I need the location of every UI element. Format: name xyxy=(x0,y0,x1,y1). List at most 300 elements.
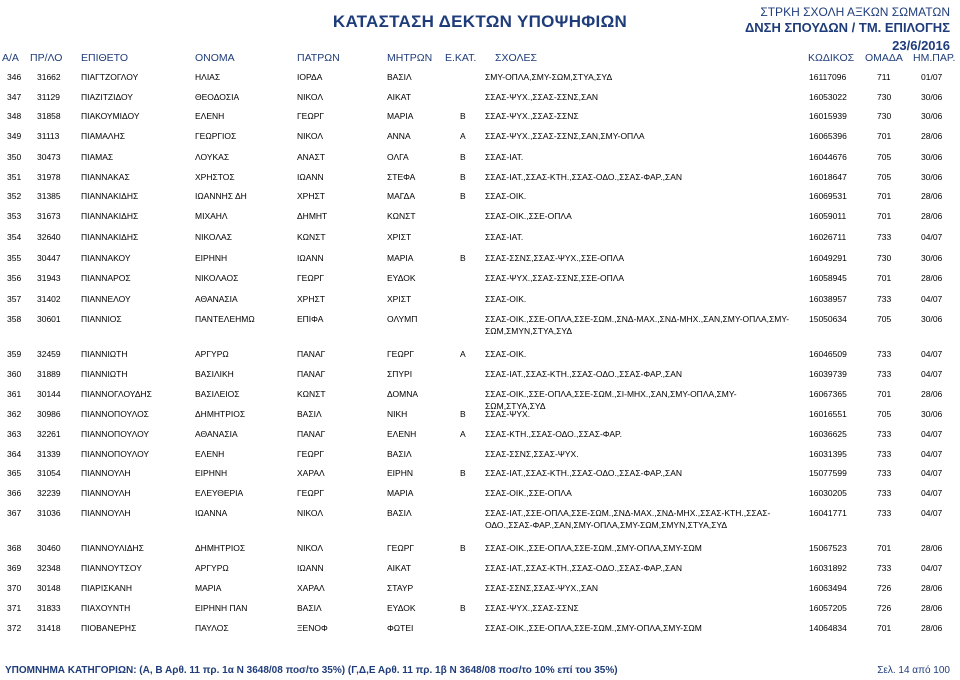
cell-pr: 30460 xyxy=(37,543,61,553)
cell-om: 701 xyxy=(877,211,892,221)
cell-ek: Β xyxy=(460,152,466,162)
cell-sx: ΣΣΑΣ-ΣΣΝΣ,ΣΣΑΣ-ΨΥΧ. xyxy=(485,449,579,459)
cell-mi: ΓΕΩΡΓ xyxy=(387,349,415,359)
cell-im: 28/06 xyxy=(921,389,943,399)
cell-om: 705 xyxy=(877,152,892,162)
col-mother: ΜΗΤΡΩΝ xyxy=(387,52,433,64)
cell-sx: ΣΣΑΣ-ΟΙΚ.,ΣΣΕ-ΟΠΛΑ xyxy=(485,488,572,498)
cell-aa: 363 xyxy=(7,429,22,439)
col-code: ΚΩΔΙΚΟΣ xyxy=(808,52,855,64)
cell-pa: ΠΑΝΑΓ xyxy=(297,369,326,379)
cell-ep: ΠΙΑΝΝΑΚΟΥ xyxy=(81,253,131,263)
cell-sx: ΣΣΑΣ-ΨΥΧ.,ΣΣΑΣ-ΣΣΝΣ,ΣΑΝ xyxy=(485,92,599,102)
cell-kod: 16031892 xyxy=(809,563,847,573)
cell-ep: ΠΙΑΝΝΟΥΛΗ xyxy=(81,468,131,478)
cell-on: ΕΙΡΗΝΗ xyxy=(195,253,228,263)
cell-im: 30/06 xyxy=(921,111,943,121)
cell-pa: ΠΑΝΑΓ xyxy=(297,349,326,359)
cell-sx: ΣΣΑΣ-ΟΙΚ. xyxy=(485,294,527,304)
cell-om: 701 xyxy=(877,191,892,201)
cell-pr: 31833 xyxy=(37,603,61,613)
cell-aa: 352 xyxy=(7,191,22,201)
cell-om: 733 xyxy=(877,508,892,518)
col-date: ΗΜ.ΠΑΡ. xyxy=(913,52,956,64)
cell-on: ΙΩΑΝΝΑ xyxy=(195,508,228,518)
cell-kod: 16044676 xyxy=(809,152,847,162)
cell-sx: ΣΣΑΣ-ΙΑΤ.,ΣΣΑΣ-ΚΤΗ.,ΣΣΑΣ-ΟΔΟ.,ΣΣΑΣ-ΦΑΡ.,ΣΑΝ xyxy=(485,369,682,379)
cell-pr: 32640 xyxy=(37,232,61,242)
header-school: ΣΤΡΚΗ ΣΧΟΛΗ ΑΞΚΩΝ ΣΩΜΑΤΩΝ xyxy=(760,5,950,19)
cell-mi: ΜΑΡΙΑ xyxy=(387,111,414,121)
cell-kod: 16039739 xyxy=(809,369,847,379)
col-group: ΟΜΑΔΑ xyxy=(865,52,903,64)
cell-ep: ΠΙΑΝΝΟΥΛΗ xyxy=(81,508,131,518)
cell-pr: 31673 xyxy=(37,211,61,221)
cell-kod: 16063494 xyxy=(809,583,847,593)
cell-om: 705 xyxy=(877,314,892,324)
cell-om: 733 xyxy=(877,369,892,379)
cell-pa: ΝΙΚΟΛ xyxy=(297,92,324,102)
cell-pa: ΚΩΝΣΤ xyxy=(297,232,326,242)
cell-kod: 16049291 xyxy=(809,253,847,263)
cell-im: 28/06 xyxy=(921,131,943,141)
cell-ep: ΠΙΑΝΝΟΓΛΟΥΔΗΣ xyxy=(81,389,152,399)
cell-ep: ΠΙΑΝΝΟΥΛΗ xyxy=(81,488,131,498)
cell-aa: 353 xyxy=(7,211,22,221)
cell-om: 705 xyxy=(877,409,892,419)
cell-aa: 367 xyxy=(7,508,22,518)
cell-on: ΝΙΚΟΛΑΟΣ xyxy=(195,273,239,283)
cell-im: 04/07 xyxy=(921,449,943,459)
cell-im: 04/07 xyxy=(921,563,943,573)
cell-im: 04/07 xyxy=(921,429,943,439)
cell-mi: ΒΑΣΙΛ xyxy=(387,508,412,518)
cell-on: ΑΡΓΥΡΩ xyxy=(195,563,229,573)
cell-on: ΜΑΡΙΑ xyxy=(195,583,222,593)
cell-kod: 16026711 xyxy=(809,232,847,242)
cell-im: 04/07 xyxy=(921,488,943,498)
cell-on: ΜΙΧΑΗΛ xyxy=(195,211,228,221)
cell-aa: 358 xyxy=(7,314,22,324)
cell-pr: 31339 xyxy=(37,449,61,459)
cell-ek: Β xyxy=(460,191,466,201)
cell-aa: 346 xyxy=(7,72,22,82)
table-header xyxy=(0,52,960,66)
cell-ek: Β xyxy=(460,409,466,419)
cell-pr: 32459 xyxy=(37,349,61,359)
cell-sx: ΣΣΑΣ-ΨΥΧ. xyxy=(485,409,531,419)
cell-aa: 368 xyxy=(7,543,22,553)
cell-ek: Β xyxy=(460,603,466,613)
cell-om: 701 xyxy=(877,273,892,283)
cell-aa: 351 xyxy=(7,172,22,182)
cell-pr: 30473 xyxy=(37,152,61,162)
header-department: ΔΝΣΗ ΣΠΟΥΔΩΝ / ΤΜ. ΕΠΙΛΟΓΗΣ xyxy=(744,20,950,35)
cell-mi: ΝΙΚΗ xyxy=(387,409,408,419)
cell-sx: ΣΣΑΣ-ΨΥΧ.,ΣΣΑΣ-ΣΣΝΣ,ΣΑΝ,ΣΜΥ-ΟΠΛΑ xyxy=(485,131,645,141)
col-surname: ΕΠΙΘΕΤΟ xyxy=(81,52,129,64)
cell-pr: 32348 xyxy=(37,563,61,573)
cell-pa: ΕΠΙΦΑ xyxy=(297,314,324,324)
cell-kod: 16036625 xyxy=(809,429,847,439)
col-protocol: ΠΡ/ΛΟ xyxy=(30,52,63,64)
cell-pr: 32239 xyxy=(37,488,61,498)
cell-om: 730 xyxy=(877,111,892,121)
cell-pa: ΞΕΝΟΦ xyxy=(297,623,328,633)
cell-on: ΙΩΑΝΝΗΣ ΔΗ xyxy=(195,191,247,201)
cell-mi: ΜΑΡΙΑ xyxy=(387,488,414,498)
cell-om: 711 xyxy=(877,72,891,82)
cell-pr: 31054 xyxy=(37,468,61,478)
cell-sx: ΣΣΑΣ-ΨΥΧ.,ΣΣΑΣ-ΣΣΝΣ xyxy=(485,111,579,121)
cell-ep: ΠΙΑΜΑΣ xyxy=(81,152,114,162)
cell-sx: ΣΣΑΣ-ΨΥΧ.,ΣΣΑΣ-ΣΣΝΣ xyxy=(485,603,579,613)
cell-aa: 348 xyxy=(7,111,22,121)
cell-sx: ΣΣΑΣ-ΙΑΤ.,ΣΣΑΣ-ΚΤΗ.,ΣΣΑΣ-ΟΔΟ.,ΣΣΑΣ-ΦΑΡ.,ΣΑΝ xyxy=(485,172,682,182)
cell-kod: 16057205 xyxy=(809,603,847,613)
cell-pa: ΧΑΡΑΛ xyxy=(297,583,325,593)
cell-mi: ΒΑΣΙΛ xyxy=(387,72,412,82)
cell-ep: ΠΙΑΝΝΑΚΙΔΗΣ xyxy=(81,232,139,242)
cell-mi: ΜΑΓΔΑ xyxy=(387,191,415,201)
cell-kod: 15067523 xyxy=(809,543,847,553)
cell-mi: ΟΛΥΜΠ xyxy=(387,314,418,324)
cell-pr: 31402 xyxy=(37,294,61,304)
cell-sx: ΣΣΑΣ-ΟΙΚ.,ΣΣΕ-ΟΠΛΑ,ΣΣΕ-ΣΩΜ.,ΣΙ-ΜΗΧ.,ΣΑΝ,ΣΜΥ-ΟΠΛΑ,ΣΜΥ-ΣΩΜ,ΣΤΥΑ,ΣΥΔ xyxy=(485,389,737,411)
cell-mi: ΦΩΤΕΙ xyxy=(387,623,414,633)
cell-ep: ΠΙΑΝΝΙΩΤΗ xyxy=(81,349,128,359)
cell-om: 730 xyxy=(877,253,892,263)
cell-kod: 16065396 xyxy=(809,131,847,141)
cell-pr: 30447 xyxy=(37,253,61,263)
cell-pr: 32261 xyxy=(37,429,61,439)
cell-kod: 15050634 xyxy=(809,314,847,324)
cell-im: 04/07 xyxy=(921,508,943,518)
cell-kod: 16046509 xyxy=(809,349,847,359)
cell-pa: ΧΑΡΑΛ xyxy=(297,468,325,478)
cell-kod: 16053022 xyxy=(809,92,847,102)
cell-ep: ΠΙΑΝΝΙΩΤΗ xyxy=(81,369,128,379)
cell-ek: Β xyxy=(460,253,466,263)
cell-mi: ΕΥΔΟΚ xyxy=(387,273,416,283)
cell-pa: ΓΕΩΡΓ xyxy=(297,488,325,498)
cell-mi: ΜΑΡΙΑ xyxy=(387,253,414,263)
page-title: ΚΑΤΑΣΤΑΣΗ ΔΕΚΤΩΝ ΥΠΟΨΗΦΙΩΝ xyxy=(332,12,628,31)
cell-om: 701 xyxy=(877,543,892,553)
category-legend: ΥΠΟΜΝΗΜΑ ΚΑΤΗΓΟΡΙΩΝ: (Α, Β Αρθ. 11 πρ. 1α Ν 3648/08 ποσ/το 35%) (Γ,Δ,Ε Αρθ. 11 πρ. 1β Ν 3648/08 ποσ/το 10% επί του 35%) xyxy=(5,665,618,676)
cell-pa: ΙΩΑΝΝ xyxy=(297,172,324,182)
cell-pr: 30148 xyxy=(37,583,61,593)
cell-aa: 355 xyxy=(7,253,22,263)
cell-mi: ΑΙΚΑΤ xyxy=(387,92,411,102)
cell-ep: ΠΙΑΝΝΑΚΙΔΗΣ xyxy=(81,211,139,221)
cell-ep: ΠΙΑΚΟΥΜΙΔΟΥ xyxy=(81,111,140,121)
cell-mi: ΧΡΙΣΤ xyxy=(387,294,412,304)
cell-mi: ΒΑΣΙΛ xyxy=(387,449,412,459)
cell-pr: 30601 xyxy=(37,314,61,324)
cell-ep: ΠΙΑΓΤΖΟΓΛΟΥ xyxy=(81,72,139,82)
cell-om: 733 xyxy=(877,563,892,573)
cell-on: ΑΡΓΥΡΩ xyxy=(195,349,229,359)
cell-aa: 366 xyxy=(7,488,22,498)
cell-kod: 16067365 xyxy=(809,389,847,399)
cell-om: 726 xyxy=(877,583,892,593)
cell-om: 733 xyxy=(877,232,892,242)
cell-pa: ΙΩΑΝΝ xyxy=(297,563,324,573)
cell-on: ΠΑΝΤΕΛΕΗΜΩ xyxy=(195,314,255,324)
cell-pr: 31943 xyxy=(37,273,61,283)
cell-kod: 16059011 xyxy=(809,211,847,221)
cell-kod: 16038957 xyxy=(809,294,847,304)
cell-kod: 16031395 xyxy=(809,449,847,459)
cell-sx: ΣΣΑΣ-ΟΙΚ.,ΣΣΕ-ΟΠΛΑ xyxy=(485,211,572,221)
cell-on: ΓΕΩΡΓΙΟΣ xyxy=(195,131,237,141)
cell-aa: 347 xyxy=(7,92,22,102)
cell-im: 04/07 xyxy=(921,294,943,304)
cell-aa: 360 xyxy=(7,369,22,379)
cell-kod: 16041771 xyxy=(809,508,847,518)
cell-sx: ΣΜΥ-ΟΠΛΑ,ΣΜΥ-ΣΩΜ,ΣΤΥΑ,ΣΥΔ xyxy=(485,72,613,82)
cell-im: 04/07 xyxy=(921,369,943,379)
cell-kod: 16016551 xyxy=(809,409,847,419)
cell-pr: 31858 xyxy=(37,111,61,121)
cell-sx: ΣΣΑΣ-ΙΑΤ. xyxy=(485,152,524,162)
cell-mi: ΕΙΡΗΝ xyxy=(387,468,413,478)
cell-pa: ΚΩΝΣΤ xyxy=(297,389,326,399)
cell-mi: ΓΕΩΡΓ xyxy=(387,543,415,553)
cell-mi: ΑΝΝΑ xyxy=(387,131,411,141)
cell-mi: ΕΥΔΟΚ xyxy=(387,603,416,613)
cell-om: 733 xyxy=(877,449,892,459)
cell-sx: ΣΣΑΣ-ΙΑΤ. xyxy=(485,232,524,242)
cell-ek: Α xyxy=(460,131,466,141)
cell-aa: 357 xyxy=(7,294,22,304)
cell-pa: ΝΙΚΟΛ xyxy=(297,131,324,141)
cell-sx: ΣΣΑΣ-ΙΑΤ.,ΣΣΕ-ΟΠΛΑ,ΣΣΕ-ΣΩΜ.,ΣΝΔ-ΜΑΧ.,ΣΝΔ-ΜΗΧ.,ΣΣΑΣ-ΚΤΗ.,ΣΣΑΣ-ΟΔΟ.,ΣΣΑΣ-ΦΑΡ.,ΣΑΝ,ΣΜΥ-ΟΠΛΑ,ΣΜΥ-ΣΩΜ,ΣΜΥΝ,ΣΤΥΑ,ΣΥΔ xyxy=(485,508,771,530)
cell-im: 30/06 xyxy=(921,314,943,324)
cell-im: 04/07 xyxy=(921,232,943,242)
cell-ep: ΠΙΑΝΝΑΚΑΣ xyxy=(81,172,130,182)
cell-aa: 371 xyxy=(7,603,22,613)
cell-sx: ΣΣΑΣ-ΨΥΧ.,ΣΣΑΣ-ΣΣΝΣ,ΣΣΕ-ΟΠΛΑ xyxy=(485,273,625,283)
cell-mi: ΣΤΕΦΑ xyxy=(387,172,416,182)
cell-sx: ΣΣΑΣ-ΣΣΝΣ,ΣΣΑΣ-ΨΥΧ.,ΣΣΕ-ΟΠΛΑ xyxy=(485,253,625,263)
cell-on: ΕΛΕΝΗ xyxy=(195,111,225,121)
cell-im: 28/06 xyxy=(921,191,943,201)
cell-kod: 16117096 xyxy=(809,72,847,82)
cell-ep: ΠΙΑΝΝΟΠΟΥΛΟΣ xyxy=(81,409,149,419)
cell-kod: 16058945 xyxy=(809,273,847,283)
cell-on: ΕΛΕΥΘΕΡΙΑ xyxy=(195,488,244,498)
col-category: Ε.ΚΑΤ. xyxy=(445,52,477,64)
cell-ep: ΠΙΟΒΑΝΕΡΗΣ xyxy=(81,623,137,633)
cell-im: 30/06 xyxy=(921,172,943,182)
cell-ek: Β xyxy=(460,172,466,182)
cell-pa: ΙΟΡΔΑ xyxy=(297,72,323,82)
cell-ek: Β xyxy=(460,111,466,121)
cell-om: 733 xyxy=(877,488,892,498)
cell-om: 701 xyxy=(877,131,892,141)
cell-sx: ΣΣΑΣ-ΣΣΝΣ,ΣΣΑΣ-ΨΥΧ.,ΣΑΝ xyxy=(485,583,599,593)
cell-pr: 30144 xyxy=(37,389,61,399)
cell-pr: 30986 xyxy=(37,409,61,419)
cell-sx: ΣΣΑΣ-ΟΙΚ. xyxy=(485,191,527,201)
cell-pr: 31889 xyxy=(37,369,61,379)
cell-ep: ΠΙΑΖΙΤΖΙΔΟΥ xyxy=(81,92,133,102)
col-father: ΠΑΤΡΩΝ xyxy=(297,52,340,64)
cell-ep: ΠΙΑΝΝΕΛΟΥ xyxy=(81,294,131,304)
cell-mi: ΔΟΜΝΑ xyxy=(387,389,418,399)
cell-pr: 31418 xyxy=(37,623,61,633)
cell-on: ΕΙΡΗΝΗ xyxy=(195,468,228,478)
cell-ek: Β xyxy=(460,468,466,478)
cell-aa: 372 xyxy=(7,623,22,633)
cell-mi: ΧΡΙΣΤ xyxy=(387,232,412,242)
cell-om: 701 xyxy=(877,623,892,633)
cell-mi: ΟΛΓΑ xyxy=(387,152,409,162)
cell-on: ΘΕΟΔΟΣΙΑ xyxy=(195,92,240,102)
cell-pa: ΓΕΩΡΓ xyxy=(297,449,325,459)
cell-ep: ΠΙΑΝΝΑΡΟΣ xyxy=(81,273,131,283)
cell-on: ΕΙΡΗΝΗ ΠΑΝ xyxy=(195,603,248,613)
cell-pr: 31129 xyxy=(37,92,61,102)
cell-sx: ΣΣΑΣ-ΟΙΚ.,ΣΣΕ-ΟΠΛΑ,ΣΣΕ-ΣΩΜ.,ΣΜΥ-ΟΠΛΑ,ΣΜΥ-ΣΩΜ xyxy=(485,623,702,633)
cell-im: 28/06 xyxy=(921,543,943,553)
cell-aa: 350 xyxy=(7,152,22,162)
cell-on: ΕΛΕΝΗ xyxy=(195,449,225,459)
cell-ek: Α xyxy=(460,429,466,439)
cell-mi: ΑΙΚΑΤ xyxy=(387,563,411,573)
cell-kod: 15077599 xyxy=(809,468,847,478)
cell-on: ΧΡΗΣΤΟΣ xyxy=(195,172,235,182)
cell-ep: ΠΙΑΝΝΟΠΟΥΛΟΥ xyxy=(81,429,150,439)
cell-om: 726 xyxy=(877,603,892,613)
cell-mi: ΕΛΕΝΗ xyxy=(387,429,417,439)
cell-om: 733 xyxy=(877,468,892,478)
cell-ep: ΠΙΑΝΝΟΥΤΣΟΥ xyxy=(81,563,142,573)
cell-aa: 369 xyxy=(7,563,22,573)
col-name: ΟΝΟΜΑ xyxy=(195,52,235,64)
cell-on: ΛΟΥΚΑΣ xyxy=(195,152,230,162)
cell-sx: ΣΣΑΣ-ΙΑΤ.,ΣΣΑΣ-ΚΤΗ.,ΣΣΑΣ-ΟΔΟ.,ΣΣΑΣ-ΦΑΡ.,ΣΑΝ xyxy=(485,468,682,478)
cell-pr: 31662 xyxy=(37,72,61,82)
cell-pa: ΧΡΗΣΤ xyxy=(297,294,325,304)
header-date: 23/6/2016 xyxy=(892,38,950,53)
cell-ep: ΠΙΑΝΝΙΟΣ xyxy=(81,314,122,324)
cell-aa: 356 xyxy=(7,273,22,283)
cell-im: 04/07 xyxy=(921,468,943,478)
cell-im: 28/06 xyxy=(921,603,943,613)
cell-sx: ΣΣΑΣ-ΟΙΚ. xyxy=(485,349,527,359)
cell-pr: 31385 xyxy=(37,191,61,201)
cell-kod: 14064834 xyxy=(809,623,847,633)
cell-pa: ΒΑΣΙΛ xyxy=(297,409,322,419)
cell-pr: 31036 xyxy=(37,508,61,518)
cell-sx: ΣΣΑΣ-ΚΤΗ.,ΣΣΑΣ-ΟΔΟ.,ΣΣΑΣ-ΦΑΡ. xyxy=(485,429,622,439)
cell-aa: 349 xyxy=(7,131,22,141)
cell-ep: ΠΙΑΝΝΑΚΙΔΗΣ xyxy=(81,191,139,201)
cell-im: 28/06 xyxy=(921,583,943,593)
cell-on: ΔΗΜΗΤΡΙΟΣ xyxy=(195,543,246,553)
cell-pa: ΓΕΩΡΓ xyxy=(297,273,325,283)
cell-om: 730 xyxy=(877,92,892,102)
cell-im: 01/07 xyxy=(921,72,943,82)
cell-mi: ΚΩΝΣΤ xyxy=(387,211,416,221)
cell-on: ΒΑΣΙΛΙΚΗ xyxy=(195,369,234,379)
cell-om: 733 xyxy=(877,294,892,304)
cell-im: 04/07 xyxy=(921,349,943,359)
cell-aa: 359 xyxy=(7,349,22,359)
cell-kod: 16015939 xyxy=(809,111,847,121)
cell-on: ΒΑΣΙΛΕΙΟΣ xyxy=(195,389,240,399)
cell-on: ΑΘΑΝΑΣΙΑ xyxy=(195,429,238,439)
cell-pa: ΠΑΝΑΓ xyxy=(297,429,326,439)
cell-om: 733 xyxy=(877,429,892,439)
cell-aa: 354 xyxy=(7,232,22,242)
cell-ep: ΠΙΑΝΝΟΥΛΙΔΗΣ xyxy=(81,543,144,553)
cell-aa: 362 xyxy=(7,409,22,419)
cell-on: ΔΗΜΗΤΡΙΟΣ xyxy=(195,409,246,419)
cell-pa: ΔΗΜΗΤ xyxy=(297,211,328,221)
cell-pr: 31978 xyxy=(37,172,61,182)
cell-on: ΝΙΚΟΛΑΣ xyxy=(195,232,232,242)
cell-sx: ΣΣΑΣ-ΟΙΚ.,ΣΣΕ-ΟΠΛΑ,ΣΣΕ-ΣΩΜ.,ΣΜΥ-ΟΠΛΑ,ΣΜΥ-ΣΩΜ xyxy=(485,543,702,553)
cell-kod: 16030205 xyxy=(809,488,847,498)
cell-mi: ΣΠΥΡΙ xyxy=(387,369,413,379)
cell-om: 733 xyxy=(877,349,892,359)
cell-aa: 361 xyxy=(7,389,22,399)
cell-ep: ΠΙΑΡΙΣΚΑΝΗ xyxy=(81,583,133,593)
cell-kod: 16018647 xyxy=(809,172,847,182)
cell-ek: Β xyxy=(460,543,466,553)
cell-im: 28/06 xyxy=(921,273,943,283)
cell-aa: 365 xyxy=(7,468,22,478)
cell-pa: ΒΑΣΙΛ xyxy=(297,603,322,613)
cell-im: 30/06 xyxy=(921,152,943,162)
cell-on: ΠΑΥΛΟΣ xyxy=(195,623,229,633)
cell-pr: 31113 xyxy=(37,131,60,141)
cell-pa: ΓΕΩΡΓ xyxy=(297,111,325,121)
cell-im: 30/06 xyxy=(921,409,943,419)
cell-on: ΑΘΑΝΑΣΙΑ xyxy=(195,294,238,304)
page-number: Σελ. 14 από 100 xyxy=(877,665,950,676)
cell-im: 28/06 xyxy=(921,211,943,221)
cell-pa: ΑΝΑΣΤ xyxy=(297,152,325,162)
cell-aa: 364 xyxy=(7,449,22,459)
cell-pa: ΙΩΑΝΝ xyxy=(297,253,324,263)
cell-aa: 370 xyxy=(7,583,22,593)
cell-ep: ΠΙΑΧΟΥΝΤΗ xyxy=(81,603,131,613)
cell-pa: ΝΙΚΟΛ xyxy=(297,543,324,553)
cell-on: ΗΛΙΑΣ xyxy=(195,72,221,82)
col-aa: Α/Α xyxy=(2,52,19,64)
cell-om: 705 xyxy=(877,172,892,182)
cell-om: 701 xyxy=(877,389,892,399)
cell-pa: ΧΡΗΣΤ xyxy=(297,191,325,201)
cell-kod: 16069531 xyxy=(809,191,847,201)
cell-mi: ΣΤΑΥΡ xyxy=(387,583,414,593)
cell-im: 30/06 xyxy=(921,253,943,263)
cell-im: 30/06 xyxy=(921,92,943,102)
cell-im: 28/06 xyxy=(921,623,943,633)
col-schools: ΣΧΟΛΕΣ xyxy=(495,52,537,64)
cell-ep: ΠΙΑΜΑΛΗΣ xyxy=(81,131,125,141)
cell-ep: ΠΙΑΝΝΟΠΟΥΛΟΥ xyxy=(81,449,150,459)
cell-ek: Α xyxy=(460,349,466,359)
cell-sx: ΣΣΑΣ-ΟΙΚ.,ΣΣΕ-ΟΠΛΑ,ΣΣΕ-ΣΩΜ.,ΣΝΔ-ΜΑΧ.,ΣΝΔ-ΜΗΧ.,ΣΑΝ,ΣΜΥ-ΟΠΛΑ,ΣΜΥ-ΣΩΜ,ΣΜΥΝ,ΣΤΥΑ,ΣΥΔ xyxy=(485,314,790,336)
cell-sx: ΣΣΑΣ-ΙΑΤ.,ΣΣΑΣ-ΚΤΗ.,ΣΣΑΣ-ΟΔΟ.,ΣΣΑΣ-ΦΑΡ.,ΣΑΝ xyxy=(485,563,682,573)
cell-pa: ΝΙΚΟΛ xyxy=(297,508,324,518)
